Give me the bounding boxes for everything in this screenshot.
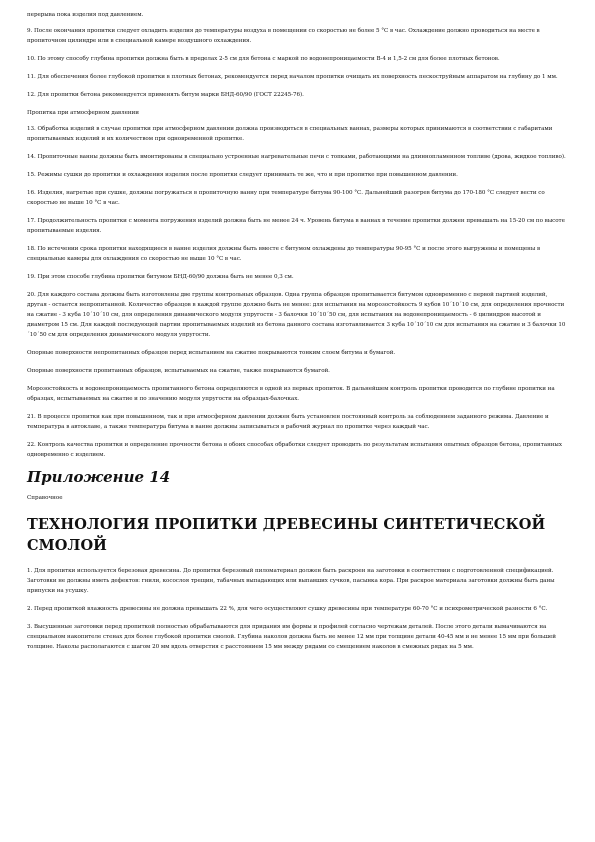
paragraph-17: 17. Продолжительность пропитки с момента погружения изделий должна быть не менее 24 ч. Уровень битума в ваннах в течение пропитки должен превышать на 15-20 см по высоте пропитываемые изделия.: [27, 218, 565, 234]
paragraph-19: 19. При этом способе глубина пропитки битумом БНД-60/90 должна быть не менее 0,3 см.: [27, 274, 294, 280]
paragraph-12: 12. Для пропитки бетона рекомендуется применять битум марки БНД-60/90 (ГОСТ 22245-76).: [27, 92, 304, 98]
paragraph-18: 18. По истечении срока пропитки находящиеся в ванне изделия должны быть вместе с битумом охлаждены до температуры 90-95 °С и после этого выгружены и помещены в специальные камеры для охлаждения со скоростью не выше 10 °С в час.: [27, 246, 541, 262]
paragraph-9: 9. После окончания пропитки следует охладить изделия до температуры воздуха в помещении со скоростью не более 5 °С в час. Охлаждение должно проводиться на месте в пропиточном цилиндре или в специальной камере воздушного охлаждения.: [27, 28, 540, 44]
wood-paragraph-3: 3. Высушенные заготовки перед пропиткой полностью обрабатываются для придания им формы и профилей согласно чертежам деталей. После этого детали вымачиваются на специальном накопителе стенах для более глубокой пропитки смолой. Глубина наколов должна быть не менее 12 мм при толщине детали 40-45 мм и не менее 15 мм при большей толщине. Наколы располагаются с шагом 20 мм вдоль отверстия с расстоянием 15 мм между рядами со смещением наколов в смежных рядах на 5 мм.: [27, 624, 556, 650]
paragraph-21: 21. В процессе пропитки как при повышенном, так и при атмосферном давлении должен быть установлен постоянный контроль за соблюдением заданного режима. Давление и температура в автоклаве, а также температура битума в ванне должны записываться в рабочий журнал по пропитке через каждый час.: [27, 414, 549, 430]
paragraph-15: 15. Режимы сушки до пропитки и охлаждения изделия после пропитки следует принимать те же, что и при пропитке при повышенном давлении.: [27, 172, 458, 178]
paragraph-propitanned-surfaces: Опорные поверхности пропитанных образцов, испытываемых на сжатие, также покрываются бумагой.: [27, 368, 330, 374]
appendix-note: Справочное: [27, 495, 63, 501]
wood-paragraph-1: 1. Для пропитки используется березовая древесина. До пропитки березовый пиломатериал должен быть раскроен на заготовки в соответствии с подготовленной спецификацией. Заготовки не должны иметь дефектов: гнили, косослоя трещин, табачных выпадающих или выпавших сучков, пасынка кора. При раскрое материала заготовки должны быть даны припуски на усушку.: [27, 568, 555, 594]
document-page: [27, 10, 567, 660]
paragraph-frost-resistance: Морозостойкость и водонепроницаемость пропитанного бетона определяются в одной из первых пропиток. В дальнейшем контроль пропитки проводится по глубине пропитки на образцах, испытываемых на сжатие и по значению модуля упругости на образцах-балочках.: [27, 386, 555, 402]
paragraph-unpropitanned-surfaces: Опорные поверхности непропитанных образцов перед испытанием на сжатие покрываются тонким слоем битума и бумагой.: [27, 350, 396, 356]
appendix-title: Приложение 14: [27, 468, 171, 486]
wood-paragraph-2: 2. Перед пропиткой влажность древесины не должна превышать 22 %, для чего осуществляют сушку древесины при температуре 60-70 °С и психрометрической разности 6 °С.: [27, 606, 548, 612]
top-fragment: перерыва пока изделия под давлением.: [27, 12, 144, 18]
paragraph-11: 11. Для обеспечения более глубокой пропитки в плотных бетонах, рекомендуется перед началом пропитки очищать их поверхность пескоструйным аппаратом на глубину до 1 мм.: [27, 74, 558, 80]
section-title: ТЕХНОЛОГИЯ ПРОПИТКИ ДРЕВЕСИНЫ СИНТЕТИЧЕСКОЙ СМОЛОЙ: [27, 516, 546, 554]
paragraph-14: 14. Пропиточные ванны должны быть вмонтированы в специально устроенные нагревательные печи с топками, работающими на длиннопламенном топливе (дрова, жидкое топливо).: [27, 154, 566, 160]
paragraph-16: 16. Изделия, нагретые при сушке, должны погружаться в пропиточную ванну при температуре битума 90-100 °С. Дальнейший разогрев битума до 170-180 °С следует вести со скоростью не выше 10 °С в час.: [27, 190, 545, 206]
paragraph-20: 20. Для каждого состава должны быть изготовлены две группы контрольных образцов. Одна группа образцов пропитывается битумом одновременно с первой партией изделий, другая - остается непропитанной. Количество образцов в каждой группе должно быть не менее: для испытания на морозостойкость 9 кубов 10´10´10 см, для определения прочности на сжатие - 3 куба 10´10´10 см, для определения динамического модуля упругости - 3 балочки 10´10´50 см, для испытания на водонепроницаемость - 6 цилиндров высотой и диаметром 15 см. Для каждой последующей партии пропитываемых изделий из бетона данного состава изготавливается 3 куба 10´10´10 см для испытания на сжатие и 3 балочки 10´10´50 см для определения динамического модуля упругости.: [27, 292, 566, 338]
paragraph-13: 13. Обработка изделий в случае пропитки при атмосферном давлении должна производиться в специальных ваннах, размеры которых принимаются в соответствии с габаритами пропитываемых изделий и их количеством при одновременной пропитке.: [27, 126, 553, 142]
paragraph-10: 10. По этому способу глубина пропитки должна быть в пределах 2-5 см для бетона с маркой по водонепроницаемости В-4 и 1,5-2 см для более плотных бетонов.: [27, 56, 500, 62]
subheading-atmospheric: Пропитка при атмосферном давлении: [27, 110, 139, 116]
paragraph-22: 22. Контроль качества пропитки и определение прочности бетона в обоих способах обработки следует проводить по результатам испытания опытных образцов бетона, пропитанных одновременно с изделием.: [27, 442, 562, 458]
